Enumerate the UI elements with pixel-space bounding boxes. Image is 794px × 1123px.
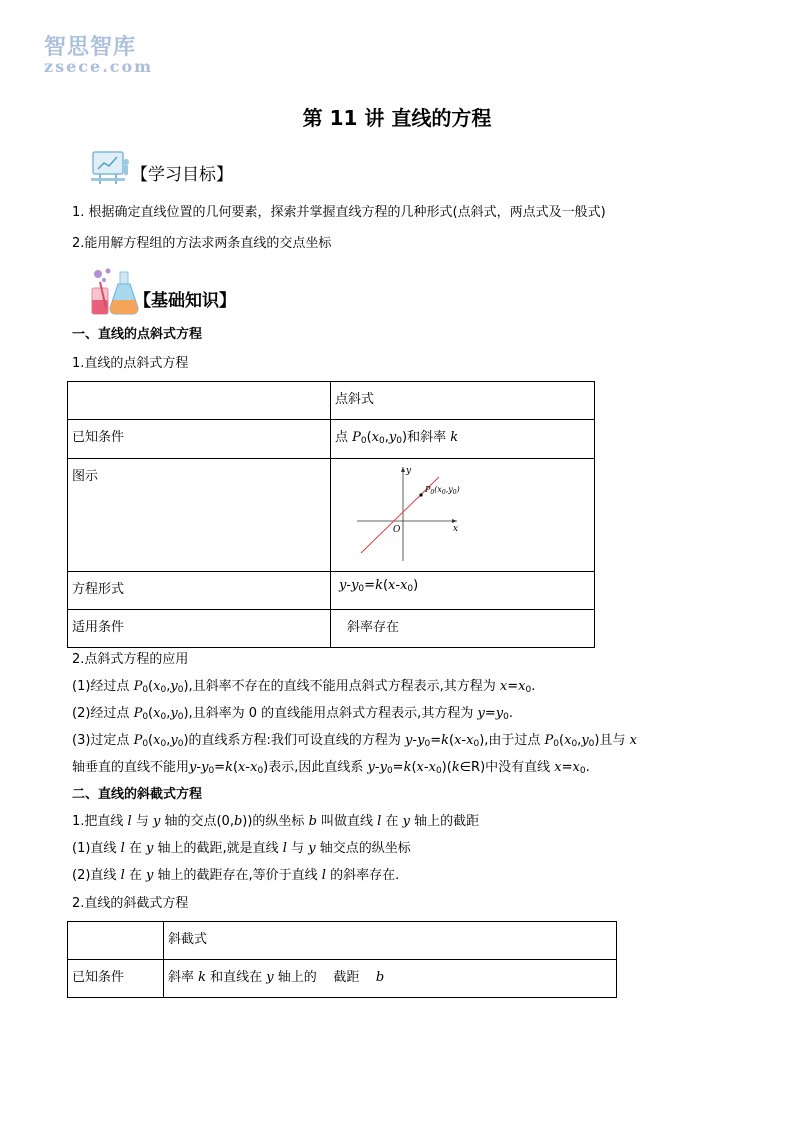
table1-r1-label: 已知条件 bbox=[68, 420, 331, 459]
section-1-title: 一、直线的点斜式方程 bbox=[72, 327, 203, 342]
table1-r3-value: $y-y_0=k(x-x_0)$ bbox=[331, 572, 595, 610]
presentation-icon bbox=[90, 150, 132, 194]
fig-y-label: y bbox=[406, 466, 412, 476]
application-2: (2)经过点 $P_0(x_0,y_0)$,且斜率为 0 的直线能用点斜式方程表示,其方程为 $y=y_0$. bbox=[72, 706, 513, 722]
fig-point-label: $P_0(x_0,y_0)$ bbox=[425, 485, 460, 496]
point-slope-table bbox=[67, 381, 595, 648]
intercept-definition: 1.把直线 l 与 y 轴的交点(0,b))的纵坐标 b 叫做直线 l 在 y 轴上的截距 bbox=[72, 814, 480, 829]
table2-r1-value: 斜率 k 和直线在 y 轴上的 截距 b bbox=[164, 960, 617, 998]
application-3: (3)过定点 $P_0(x_0,y_0)$的直线系方程:我们可设直线的方程为 $y-y_0=k(x-x_0)$,由于过点 $P_0(x_0,y_0)$且与 x bbox=[72, 733, 637, 749]
flask-icon bbox=[88, 268, 140, 322]
page-title: 第 11 讲 直线的方程 bbox=[302, 106, 492, 130]
section-1-sub2: 2.点斜式方程的应用 bbox=[72, 652, 189, 667]
table1-r4-value: 斜率存在 bbox=[331, 610, 595, 648]
application-3-cont: 轴垂直的直线不能用$y-y_0=k(x-x_0)$表示,因此直线系 $y-y_0=k(x-x_0)(k\in R)$中没有直线 $x=x_0$. bbox=[72, 760, 590, 776]
section-1-sub1: 1.直线的点斜式方程 bbox=[72, 356, 189, 371]
table2-header: 斜截式 bbox=[164, 922, 617, 960]
table1-r4-label: 适用条件 bbox=[68, 610, 331, 648]
intercept-note-1: (1)直线 l 在 y 轴上的截距,就是直线 l 与 y 轴交点的纵坐标 bbox=[72, 841, 411, 856]
goal-item-2: 2.能用解方程组的方法求两条直线的交点坐标 bbox=[72, 236, 332, 251]
table2-r1-label: 已知条件 bbox=[68, 960, 164, 998]
slope-intercept-table bbox=[67, 921, 617, 998]
goal-item-1: 1. 根据确定直线位置的几何要素，探索并掌握直线方程的几种形式(点斜式，两点式及一般式) bbox=[72, 205, 606, 220]
goals-heading: 【学习目标】 bbox=[131, 165, 233, 185]
fig-x-label: x bbox=[453, 524, 459, 534]
basics-heading: 【基础知识】 bbox=[134, 291, 236, 311]
table1-header: 点斜式 bbox=[331, 382, 595, 420]
fig-origin-label: O bbox=[393, 525, 401, 535]
intercept-note-2: (2)直线 l 在 y 轴上的截距存在,等价于直线 l 的斜率存在. bbox=[72, 868, 400, 883]
watermark-cn: 智思智库 bbox=[44, 34, 137, 60]
application-1: (1)经过点 $P_0(x_0,y_0)$,且斜率不存在的直线不能用点斜式方程表示,其方程为 $x=x_0$. bbox=[72, 679, 536, 695]
watermark-logo bbox=[44, 34, 153, 75]
section-2-sub2: 2.直线的斜截式方程 bbox=[72, 896, 189, 911]
table1-r3-label: 方程形式 bbox=[68, 572, 331, 610]
table1-r2-label: 图示 bbox=[68, 459, 331, 572]
watermark-en: zsece.com bbox=[44, 57, 154, 76]
table1-r1-value: 点 $P_0(x_0,y_0)$和斜率 k bbox=[331, 420, 595, 459]
point-slope-figure bbox=[331, 459, 593, 569]
section-2-title: 二、直线的斜截式方程 bbox=[72, 787, 203, 802]
table1-figure-cell bbox=[331, 459, 595, 572]
